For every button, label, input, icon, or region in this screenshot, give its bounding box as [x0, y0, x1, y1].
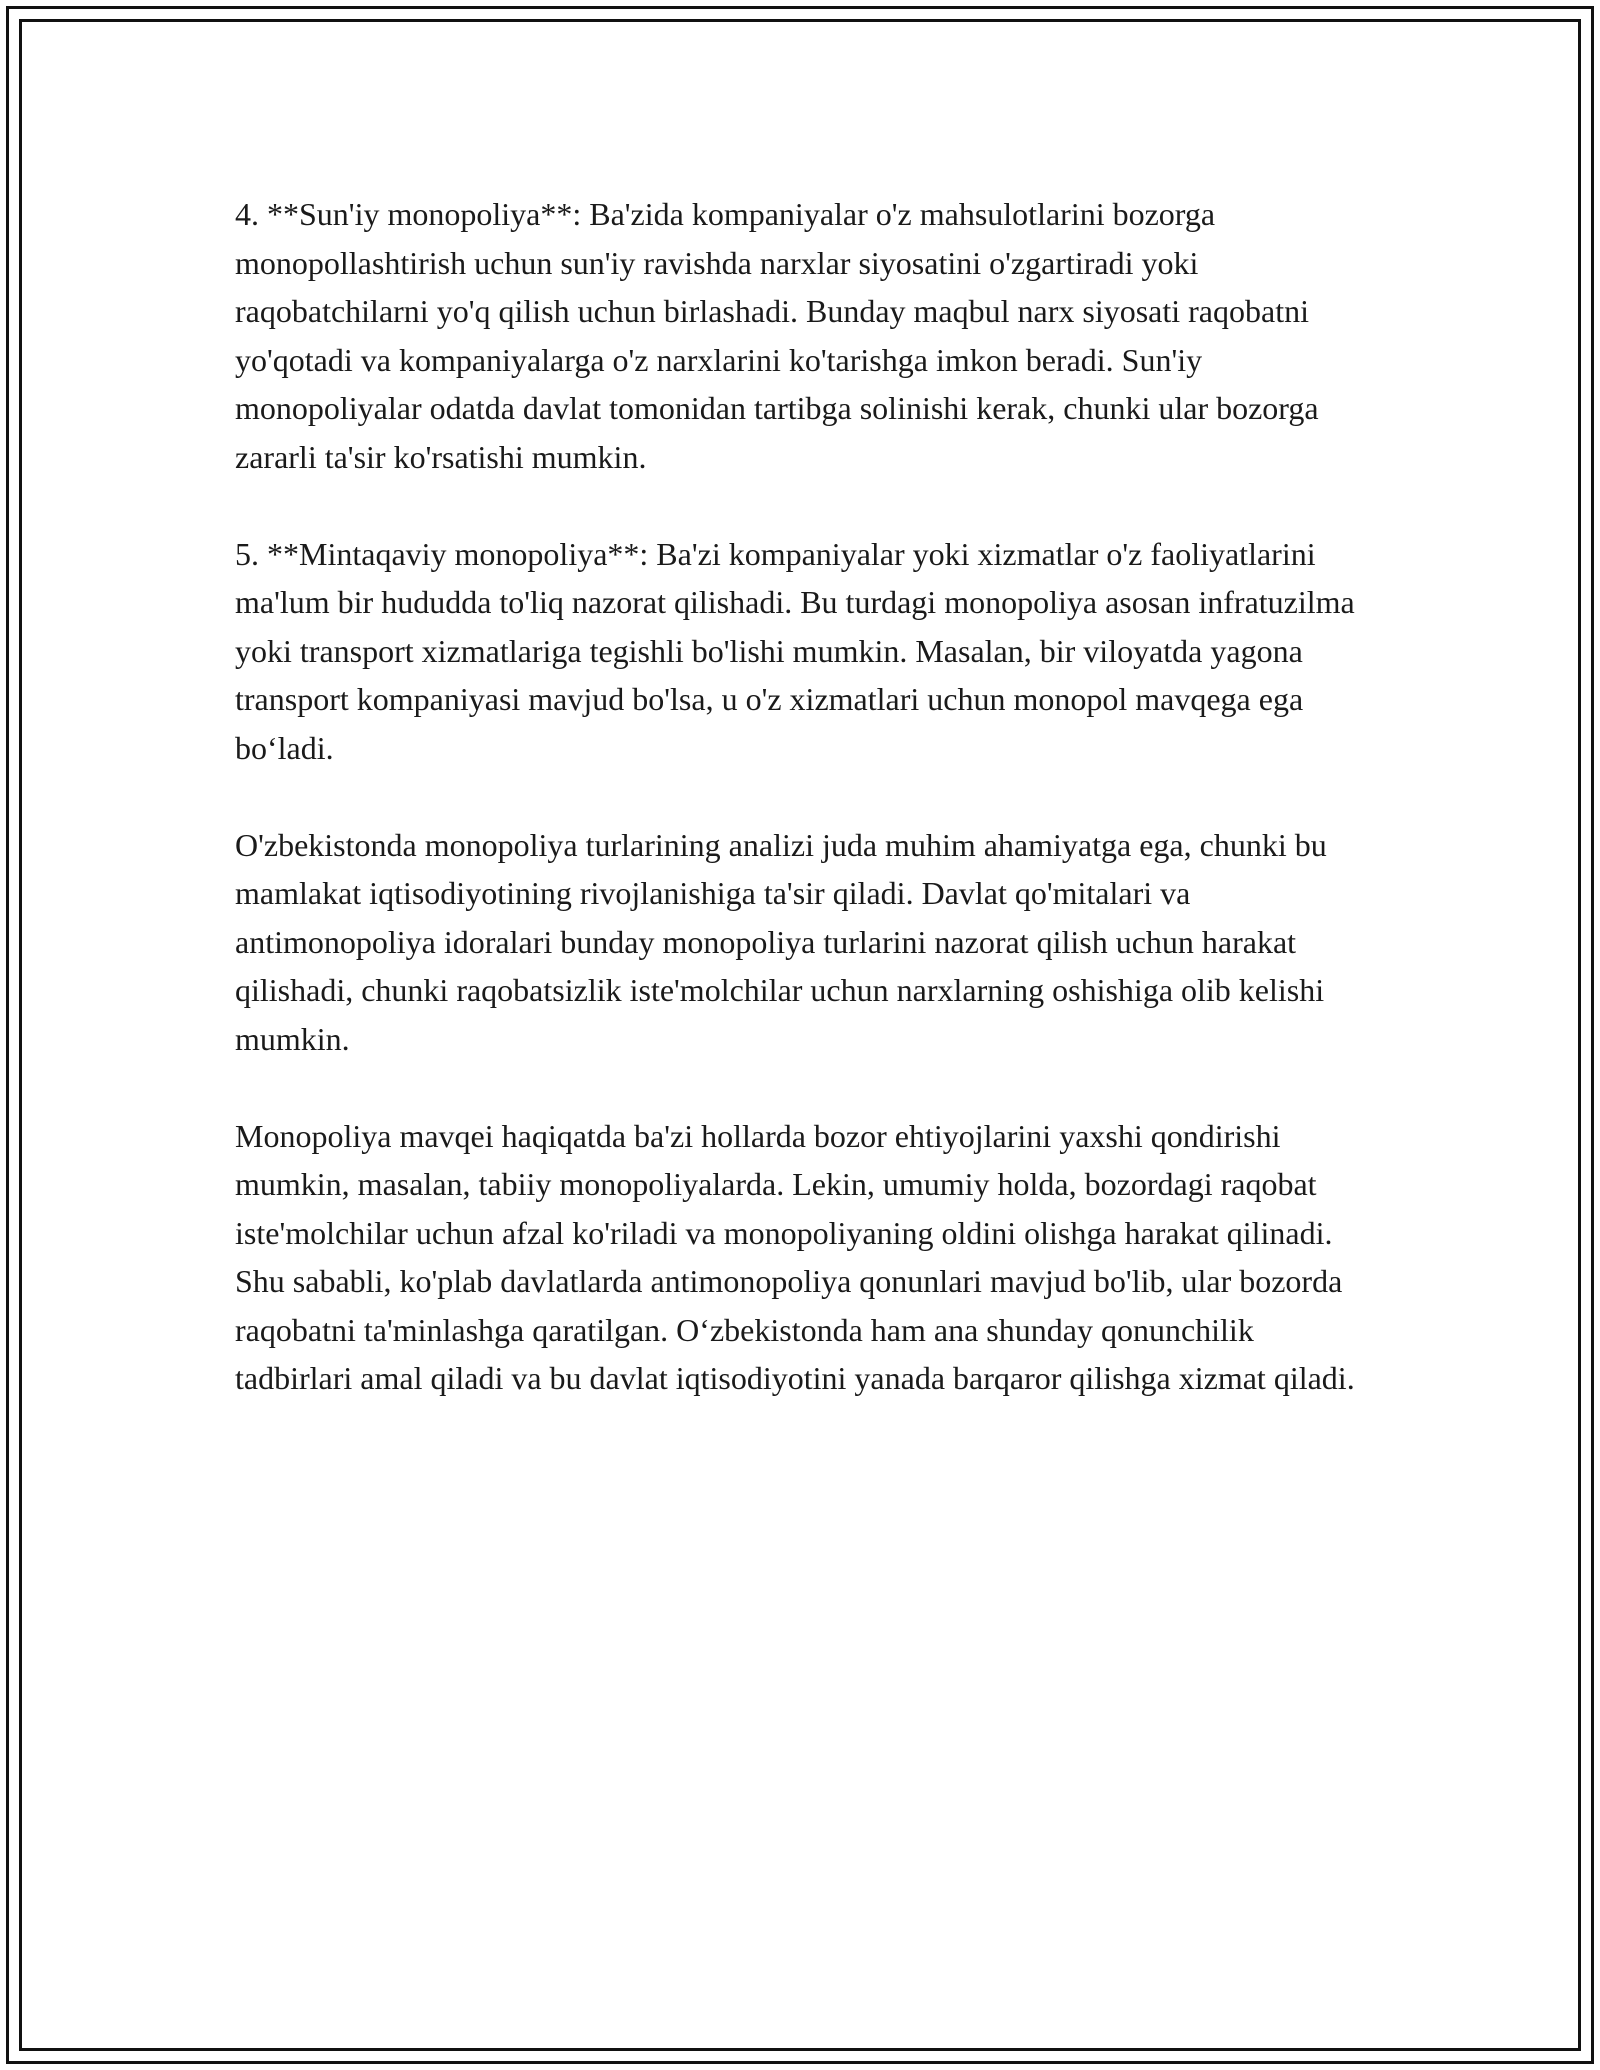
paragraph-uzbekistan-analysis: O'zbekistonda monopoliya turlarining analizi juda muhim ahamiyatga ega, chunki bu mamlakat iqtisodiyotining rivojlanishiga ta'sir qiladi. Davlat qo'mitalari va antimonopoliya idoralari bunday monopoliya turlarini nazorat qilish uchun harakat qilishadi, chunki raqobatsizlik iste'molchilar uchun narxlarning oshishiga olib kelishi mumkin. — [235, 826, 1327, 1057]
paragraph-artificial-monopoly: 4. **Sun'iy monopoliya**: Ba'zida kompaniyalar o'z mahsulotlarini bozorga monopollashtirish uchun sun'iy ravishda narxlar siyosatini o'zgartiradi yoki raqobatchilarni yo'q qilish uchun birlashadi. Bunday maqbul narx siyosati raqobatni yo'qotadi va kompaniyalarga o'z narxlarini ko'tarishga imkon beradi. Sun'iy monopoliyalar odatda davlat tomonidan tartibga solinishi kerak, chunki ular bozorga zararli ta'sir ko'rsatishi mumkin. — [235, 196, 1319, 475]
paragraph-conclusion: Monopoliya mavqei haqiqatda ba'zi hollarda bozor ehtiyojlarini yaxshi qondirishi mumkin, masalan, tabiiy monopoliyalarda. Lekin, umumiy holda, bozordagi raqobat iste'molchilar uchun afzal ko'riladi va monopoliyaning oldini olishga harakat qilinadi. Shu sababli, ko'plab davlatlarda antimonopoliya qonunlari mavjud bo'lib, ular bozorda raqobatni ta'minlashga qaratilgan. O‘zbekistonda ham ana shunday qonunchilik tadbirlari amal qiladi va bu davlat iqtisodiyotini yanada barqaror qilishga xizmat qiladi. — [235, 1117, 1355, 1396]
document-body — [235, 190, 1365, 1451]
paragraph-regional-monopoly: 5. **Mintaqaviy monopoliya**: Ba'zi kompaniyalar yoki xizmatlar o'z faoliyatlarini ma'lum bir hududda to'liq nazorat qilishadi. Bu turdagi monopoliya asosan infratuzilma yoki transport xizmatlariga tegishli bo'lishi mumkin. Masalan, bir viloyatda yagona transport kompaniyasi mavjud bo'lsa, u o'z xizmatlari uchun monopol mavqega ega bo‘ladi. — [235, 535, 1355, 766]
